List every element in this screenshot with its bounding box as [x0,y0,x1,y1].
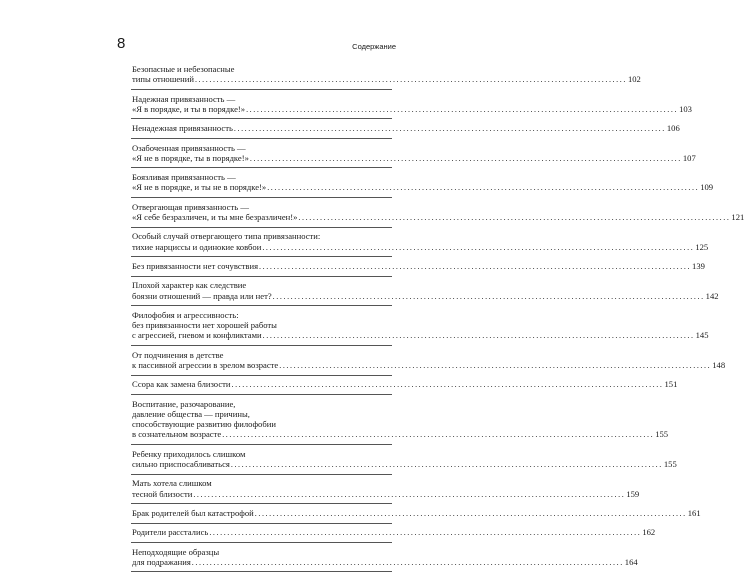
toc-entry-title-line: Плохой характер как следствие [132,280,247,291]
toc-entry-title-line: От подчинения в детстве [132,349,224,360]
toc-entry-title-line: тесной близости [132,488,193,499]
toc-entry [132,280,719,301]
toc-page-number: 145 [695,330,709,341]
divider [131,227,392,228]
toc-page-number: 155 [655,429,669,440]
table-of-contents [132,64,744,576]
toc-entry-title-line: Безопасные и небезопасные [132,64,235,74]
toc-page-number: 102 [627,74,641,85]
toc-page-number: 155 [663,458,677,469]
toc-entry-title-line: Брак родителей был катастрофой [132,507,254,518]
toc-page-number: 151 [664,379,678,390]
divider [131,394,392,395]
dot-leader: ........................................................................................................................ [191,557,624,567]
toc-entry [132,507,701,519]
dot-leader: ........................................................................................................................ [272,291,705,301]
toc-entry-title-line: без привязанности нет хорошей работы [132,320,277,331]
toc-page-number: 162 [642,527,656,538]
dot-leader: ........................................................................................................................ [298,212,731,222]
toc-page-number: 139 [692,260,705,271]
dot-leader: ........................................................................................................................ [230,459,663,469]
divider [131,167,392,168]
toc-entry [132,260,705,272]
toc-entry [132,172,714,193]
dot-leader: ........................................................................................................................ [209,528,642,538]
divider [131,89,392,90]
dot-leader: ........................................................................................................................ [259,261,692,271]
divider [131,375,392,376]
divider [131,474,392,475]
toc-entry-title-line: тихие нарциссы и одинокие ковбои [132,241,262,252]
toc-entry [132,379,678,390]
divider [131,542,392,543]
dot-leader: ........................................................................................................................ [193,489,626,499]
toc-entry-title-line: типы отношений [132,74,194,85]
dot-leader: ........................................................................................................................ [222,430,655,440]
toc-entry [132,64,641,85]
dot-leader: ........................................................................................................................ [249,153,682,163]
page-number: 8 [117,35,126,52]
toc-page-number: 103 [679,103,692,114]
toc-entry [132,448,677,470]
divider [131,444,392,445]
toc-entry-title-line: способствующие развитию филофобии [132,419,276,430]
toc-entry-title-line: «Я не в порядке, и ты не в порядке!» [132,182,267,193]
toc-entry-title-line: Без привязанности нет сочувствия [132,260,259,271]
dot-leader: ........................................................................................................................ [262,242,695,252]
dot-leader: ........................................................................................................................ [233,124,666,134]
toc-page-number: 107 [682,152,696,163]
dot-leader: ........................................................................................................................ [254,508,687,518]
divider [131,571,392,572]
toc-entry-title-line: с агрессией, гневом и конфликтами [132,330,262,341]
toc-entry-title-line: Боязливая привязанность — [132,172,236,183]
divider [131,118,392,119]
dot-leader: ........................................................................................................................ [231,380,664,390]
running-head-title: Содержание [352,42,396,51]
toc-entry-title-line: Надежная привязанность — [132,93,236,104]
dot-leader: ........................................................................................................................ [279,360,712,370]
toc-entry-title-line: для подражания [132,556,191,567]
toc-entry-title-line: Мать хотела слишком [132,478,212,489]
toc-entry [132,478,640,499]
toc-entry-title-line: Неподходящие образцы [132,546,220,557]
toc-entry-title-line: боязни отношений — правда или нет? [132,290,272,301]
toc-entry-title-line: сильно приспосабливаться [132,458,230,469]
toc-entry [132,398,669,441]
toc-entry [132,142,696,164]
toc-entry [132,231,709,252]
dot-leader: ........................................................................................................................ [262,331,695,341]
toc-entry-title-line: в сознательном возрасте [132,429,222,440]
toc-entry-title-line: Воспитание, разочарование, [132,398,236,409]
divider [131,256,392,257]
dot-leader: ........................................................................................................................ [246,104,679,114]
toc-entry [132,349,726,371]
dot-leader: ........................................................................................................................ [194,75,627,85]
toc-entry-title-line: Ссора как замена близости [132,379,231,390]
toc-page-number: 142 [705,290,719,301]
dot-leader: ........................................................................................................................ [267,183,700,193]
toc-entry-title-line: Ребенку приходилось слишком [132,448,246,459]
toc-page-number: 106 [666,123,680,134]
toc-page-number: 164 [624,556,638,567]
divider [131,345,392,346]
toc-entry-title-line: давление общества — причины, [132,408,250,419]
toc-entry [132,93,692,115]
divider [131,276,392,277]
toc-page-number: 121 [731,211,744,222]
toc-page-number: 161 [687,507,701,518]
divider [131,305,392,306]
toc-entry-title-line: Ненадежная привязанность [132,123,233,134]
toc-page-number: 159 [626,488,640,499]
toc-entry-title-line: Особый случай отвергающего типа привязанности: [132,231,321,242]
toc-entry [132,527,656,538]
divider [131,523,392,524]
toc-entry-title-line: Отвергающая привязанность — [132,201,249,212]
toc-page-number: 148 [712,359,726,370]
toc-entry-title-line: «Я себе безразличен, и ты мне безразличен!» [132,211,298,222]
toc-entry [132,309,709,342]
toc-entry-title-line: Озабоченная привязанность — [132,142,246,153]
toc-entry [132,201,744,223]
toc-entry [132,123,680,134]
toc-page-number: 125 [695,241,709,252]
toc-entry-title-line: «Я в порядке, и ты в порядке!» [132,103,246,114]
toc-entry [132,546,638,568]
divider [131,138,392,139]
divider [131,197,392,198]
toc-entry-title-line: «Я не в порядке, ты в порядке!» [132,152,249,163]
toc-entry-title-line: Родители расстались [132,527,209,538]
divider [131,503,392,504]
toc-entry-title-line: Филофобия и агрессивность: [132,309,239,320]
toc-page-number: 109 [700,182,714,193]
toc-entry-title-line: к пассивной агрессии в зрелом возрасте [132,359,279,370]
